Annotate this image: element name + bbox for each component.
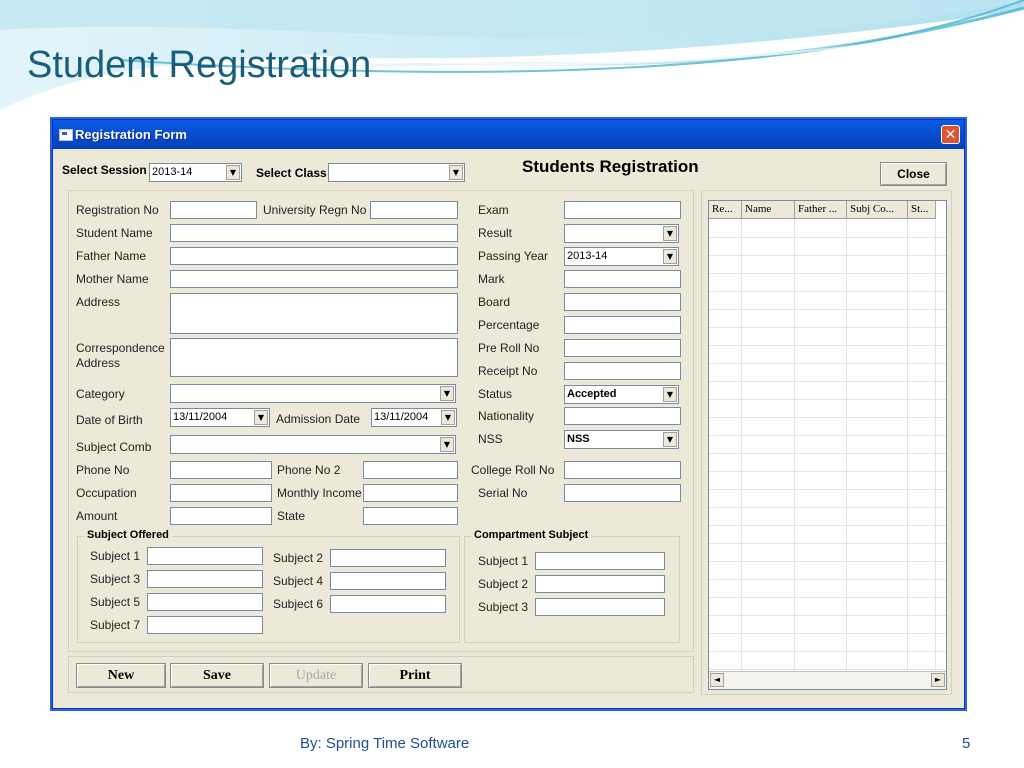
subject-2-input[interactable] — [330, 549, 446, 567]
subject-6-label: Subject 6 — [273, 597, 324, 611]
serial-no-input[interactable] — [564, 484, 681, 502]
serial-no-label: Serial No — [478, 486, 528, 500]
compartment-subject-2-label: Subject 2 — [478, 577, 529, 591]
form-icon — [59, 129, 73, 141]
grid-row-line — [709, 597, 946, 598]
exam-label: Exam — [478, 203, 509, 217]
subject-7-label: Subject 7 — [90, 618, 141, 632]
window-titlebar[interactable] — [53, 120, 964, 149]
chevron-down-icon: ▼ — [663, 432, 677, 447]
subject-comb-dropdown[interactable] — [170, 435, 456, 454]
passing-year-label: Passing Year — [478, 249, 549, 263]
nationality-input[interactable] — [564, 407, 681, 425]
class-dropdown[interactable] — [328, 163, 465, 182]
status-dropdown[interactable] — [564, 385, 679, 404]
scroll-right-icon[interactable]: ► — [931, 673, 945, 687]
compartment-subject-1-label: Subject 1 — [478, 554, 529, 568]
father-name-input[interactable] — [170, 247, 458, 265]
grid-row-line — [709, 633, 946, 634]
grid-row-line — [709, 381, 946, 382]
mother-name-input[interactable] — [170, 270, 458, 288]
mark-input[interactable] — [564, 270, 681, 288]
session-value: 2013-14 — [152, 166, 193, 178]
grid-row-line — [709, 273, 946, 274]
chevron-down-icon: ▼ — [441, 410, 455, 425]
receipt-no-label: Receipt No — [478, 364, 538, 378]
nss-dropdown[interactable] — [564, 430, 679, 449]
college-roll-no-label: College Roll No — [471, 463, 555, 477]
receipt-no-input[interactable] — [564, 362, 681, 380]
mark-label: Mark — [478, 272, 505, 286]
mother-name-label: Mother Name — [76, 272, 149, 286]
registration-no-label: Registration No — [76, 203, 159, 217]
college-roll-no-input[interactable] — [564, 461, 681, 479]
subject-3-input[interactable] — [147, 570, 263, 588]
student-name-label: Student Name — [76, 226, 153, 240]
registration-form-window — [52, 119, 965, 709]
compartment-subject-3-label: Subject 3 — [478, 600, 529, 614]
grid-column-divider — [935, 219, 936, 671]
status-label: Status — [478, 387, 513, 401]
subject-6-input[interactable] — [330, 595, 446, 613]
registration-no-input[interactable] — [170, 201, 257, 219]
result-dropdown[interactable] — [564, 224, 679, 243]
subject-3-label: Subject 3 — [90, 572, 141, 586]
grid-row-line — [709, 579, 946, 580]
nss-value: NSS — [567, 433, 590, 445]
nss-label: NSS — [478, 432, 503, 446]
grid-row-line — [709, 417, 946, 418]
grid-header-reg[interactable]: Re... — [709, 201, 742, 219]
grid-column-divider — [794, 219, 795, 671]
grid-row-line — [709, 615, 946, 616]
father-name-label: Father Name — [76, 249, 147, 263]
grid-header-father[interactable]: Father ... — [795, 201, 847, 219]
save-button-label: Save — [203, 668, 231, 683]
state-input[interactable] — [363, 507, 458, 525]
percentage-label: Percentage — [478, 318, 540, 332]
grid-row-line — [709, 507, 946, 508]
grid-row-line — [709, 309, 946, 310]
save-button[interactable] — [170, 663, 264, 688]
grid-header-status[interactable]: St... — [908, 201, 936, 219]
scroll-left-icon[interactable]: ◄ — [710, 673, 724, 687]
category-label: Category — [76, 387, 125, 401]
subject-5-label: Subject 5 — [90, 595, 141, 609]
form-heading: Students Registration — [522, 157, 699, 176]
date-of-birth-picker[interactable] — [170, 408, 270, 427]
passing-year-value: 2013-14 — [567, 250, 608, 262]
amount-label: Amount — [76, 509, 118, 523]
correspondence-address-textarea[interactable] — [170, 338, 458, 377]
chevron-down-icon: ▼ — [449, 165, 463, 180]
chevron-down-icon: ▼ — [663, 226, 677, 241]
monthly-income-label: Monthly Income — [277, 486, 362, 500]
grid-row-line — [709, 561, 946, 562]
subject-1-label: Subject 1 — [90, 549, 141, 563]
grid-row-line — [709, 363, 946, 364]
correspondence-label-line1: Correspondence — [76, 341, 165, 355]
admission-date-value: 13/11/2004 — [374, 411, 429, 423]
nationality-label: Nationality — [478, 409, 535, 423]
grid-horizontal-scrollbar[interactable] — [709, 671, 946, 689]
chevron-down-icon: ▼ — [440, 437, 454, 452]
correspondence-label-line2: Address — [76, 356, 121, 370]
amount-input[interactable] — [170, 507, 272, 525]
window-title: Registration Form — [75, 127, 187, 142]
pre-roll-no-input[interactable] — [564, 339, 681, 357]
address-textarea[interactable] — [170, 293, 458, 334]
state-label: State — [277, 509, 306, 523]
grid-row-line — [709, 291, 946, 292]
close-button[interactable] — [880, 162, 947, 186]
grid-row-line — [709, 399, 946, 400]
chevron-down-icon: ▼ — [663, 387, 677, 402]
slide-title: Student Registration — [27, 44, 372, 86]
new-button[interactable] — [76, 663, 166, 688]
slide-number: 5 — [962, 735, 971, 752]
print-button[interactable] — [368, 663, 462, 688]
select-class-label: Select Class — [256, 166, 327, 180]
footer-credit: By: Spring Time Software — [300, 735, 470, 752]
subject-4-input[interactable] — [330, 572, 446, 590]
compartment-subject-1-input[interactable] — [535, 552, 665, 570]
phone-no-input[interactable] — [170, 461, 272, 479]
pre-roll-no-label: Pre Roll No — [478, 341, 540, 355]
chevron-down-icon: ▼ — [226, 165, 240, 180]
occupation-label: Occupation — [76, 486, 137, 500]
update-button-label: Update — [295, 668, 337, 683]
chevron-down-icon: ▼ — [663, 249, 677, 264]
chevron-down-icon: ▼ — [440, 386, 454, 401]
university-regn-no-label: University Regn No — [263, 203, 367, 217]
admission-date-picker[interactable] — [371, 408, 457, 427]
occupation-input[interactable] — [170, 484, 272, 502]
select-session-label: Select Session — [62, 163, 147, 177]
passing-year-dropdown[interactable] — [564, 247, 679, 266]
student-name-input[interactable] — [170, 224, 458, 242]
grid-row-line — [709, 489, 946, 490]
result-label: Result — [478, 226, 513, 240]
monthly-income-input[interactable] — [363, 484, 458, 502]
grid-row-line — [709, 669, 946, 670]
percentage-input[interactable] — [564, 316, 681, 334]
grid-row-line — [709, 237, 946, 238]
category-dropdown[interactable] — [170, 384, 456, 403]
dob-value: 13/11/2004 — [173, 411, 228, 423]
grid-row-line — [709, 471, 946, 472]
subject-2-label: Subject 2 — [273, 551, 324, 565]
window-close-icon[interactable]: ✕ — [941, 125, 960, 144]
grid-row-line — [709, 525, 946, 526]
date-of-birth-label: Date of Birth — [76, 413, 143, 427]
admission-date-label: Admission Date — [276, 412, 361, 426]
exam-input[interactable] — [564, 201, 681, 219]
compartment-subject-3-input[interactable] — [535, 598, 665, 616]
board-label: Board — [478, 295, 511, 309]
phone-no-2-input[interactable] — [363, 461, 458, 479]
subject-comb-label: Subject Comb — [76, 440, 152, 454]
grid-row-line — [709, 327, 946, 328]
grid-row-line — [709, 453, 946, 454]
phone-no-label: Phone No — [76, 463, 130, 477]
close-button-label: Close — [897, 167, 930, 181]
subject-4-label: Subject 4 — [273, 574, 324, 588]
update-button[interactable] — [269, 663, 363, 688]
subject-7-input[interactable] — [147, 616, 263, 634]
grid-row-line — [709, 255, 946, 256]
grid-row-line — [709, 651, 946, 652]
grid-header-subj-comb[interactable]: Subj Co... — [847, 201, 908, 219]
compartment-subject-2-input[interactable] — [535, 575, 665, 593]
subject-5-input[interactable] — [147, 593, 263, 611]
new-button-label: New — [107, 668, 135, 683]
status-value: Accepted — [567, 388, 617, 400]
subject-offered-title: Subject Offered — [84, 529, 172, 541]
grid-header-name[interactable]: Name — [742, 201, 795, 219]
records-grid[interactable] — [708, 200, 947, 690]
grid-column-divider — [741, 219, 742, 671]
phone-no-2-label: Phone No 2 — [277, 463, 341, 477]
grid-row-line — [709, 435, 946, 436]
chevron-down-icon: ▼ — [254, 410, 268, 425]
grid-row-line — [709, 543, 946, 544]
grid-column-divider — [907, 219, 908, 671]
grid-column-divider — [846, 219, 847, 671]
university-regn-no-input[interactable] — [370, 201, 458, 219]
grid-row-line — [709, 345, 946, 346]
board-input[interactable] — [564, 293, 681, 311]
address-label: Address — [76, 295, 121, 309]
session-dropdown[interactable] — [149, 163, 242, 182]
subject-1-input[interactable] — [147, 547, 263, 565]
compartment-subject-title: Compartment Subject — [471, 529, 591, 541]
print-button-label: Print — [399, 668, 431, 683]
